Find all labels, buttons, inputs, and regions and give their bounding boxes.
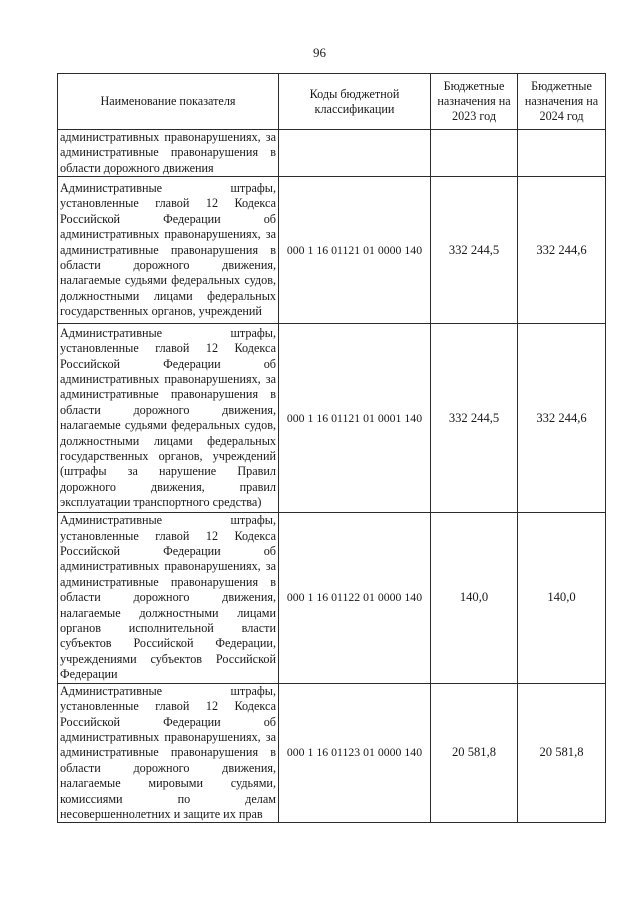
row-amount-2024: 332 244,6: [518, 324, 606, 513]
table-row: [58, 324, 606, 513]
header-amount-2024: Бюджетные назначения на 2024 год: [518, 74, 606, 130]
table-row: [58, 177, 606, 324]
row-indicator-name: административных правонарушениях, за административные правонарушения в области дорожного движения: [58, 130, 279, 177]
row-indicator-name: Административные штрафы, установленные главой 12 Кодекса Российской Федерации об административных правонарушениях, за административные правонарушения в области дорожного движения, налагаемые мировыми судьями, комиссиями по делам несовершеннолетних и защите их прав: [58, 683, 279, 823]
row-budget-code: 000 1 16 01122 01 0000 140: [279, 513, 431, 683]
row-amount-2023: 332 244,5: [431, 324, 518, 513]
row-amount-2024: 140,0: [518, 513, 606, 683]
row-budget-code: 000 1 16 01121 01 0000 140: [279, 177, 431, 324]
row-indicator-name: Административные штрафы, установленные главой 12 Кодекса Российской Федерации об административных правонарушениях, за административные правонарушения в области дорожного движения, налагаемые судьями федеральных судов, должностными лицами федеральных государственных органов, учреждений (штрафы за нарушение Правил дорожного движения, правил эксплуатации транспортного средства): [58, 324, 279, 513]
budget-table: [57, 73, 606, 823]
header-amount-2023: Бюджетные назначения на 2023 год: [431, 74, 518, 130]
row-amount-2023: [431, 130, 518, 177]
row-amount-2023: 20 581,8: [431, 683, 518, 823]
row-budget-code: [279, 130, 431, 177]
header-indicator-name: Наименование показателя: [58, 74, 279, 130]
table-row-continuation: [58, 130, 606, 177]
page-number: 96: [313, 45, 326, 60]
row-amount-2024: [518, 130, 606, 177]
header-budget-code: Коды бюджетной классификации: [279, 74, 431, 130]
row-budget-code: 000 1 16 01121 01 0001 140: [279, 324, 431, 513]
row-amount-2023: 140,0: [431, 513, 518, 683]
table-row: [58, 513, 606, 683]
row-indicator-name: Административные штрафы, установленные главой 12 Кодекса Российской Федерации об административных правонарушениях, за административные правонарушения в области дорожного движения, налагаемые должностными лицами органов исполнительной власти субъектов Российской Федерации, учреждениями субъектов Российской Федерации: [58, 513, 279, 683]
row-amount-2024: 332 244,6: [518, 177, 606, 324]
table-header-row: [58, 74, 606, 130]
row-indicator-name: Административные штрафы, установленные главой 12 Кодекса Российской Федерации об административных правонарушениях, за административные правонарушения в области дорожного движения, налагаемые судьями федеральных судов, должностными лицами федеральных государственных органов, учреждений: [58, 177, 279, 324]
row-amount-2024: 20 581,8: [518, 683, 606, 823]
row-amount-2023: 332 244,5: [431, 177, 518, 324]
row-budget-code: 000 1 16 01123 01 0000 140: [279, 683, 431, 823]
table-row: [58, 683, 606, 823]
